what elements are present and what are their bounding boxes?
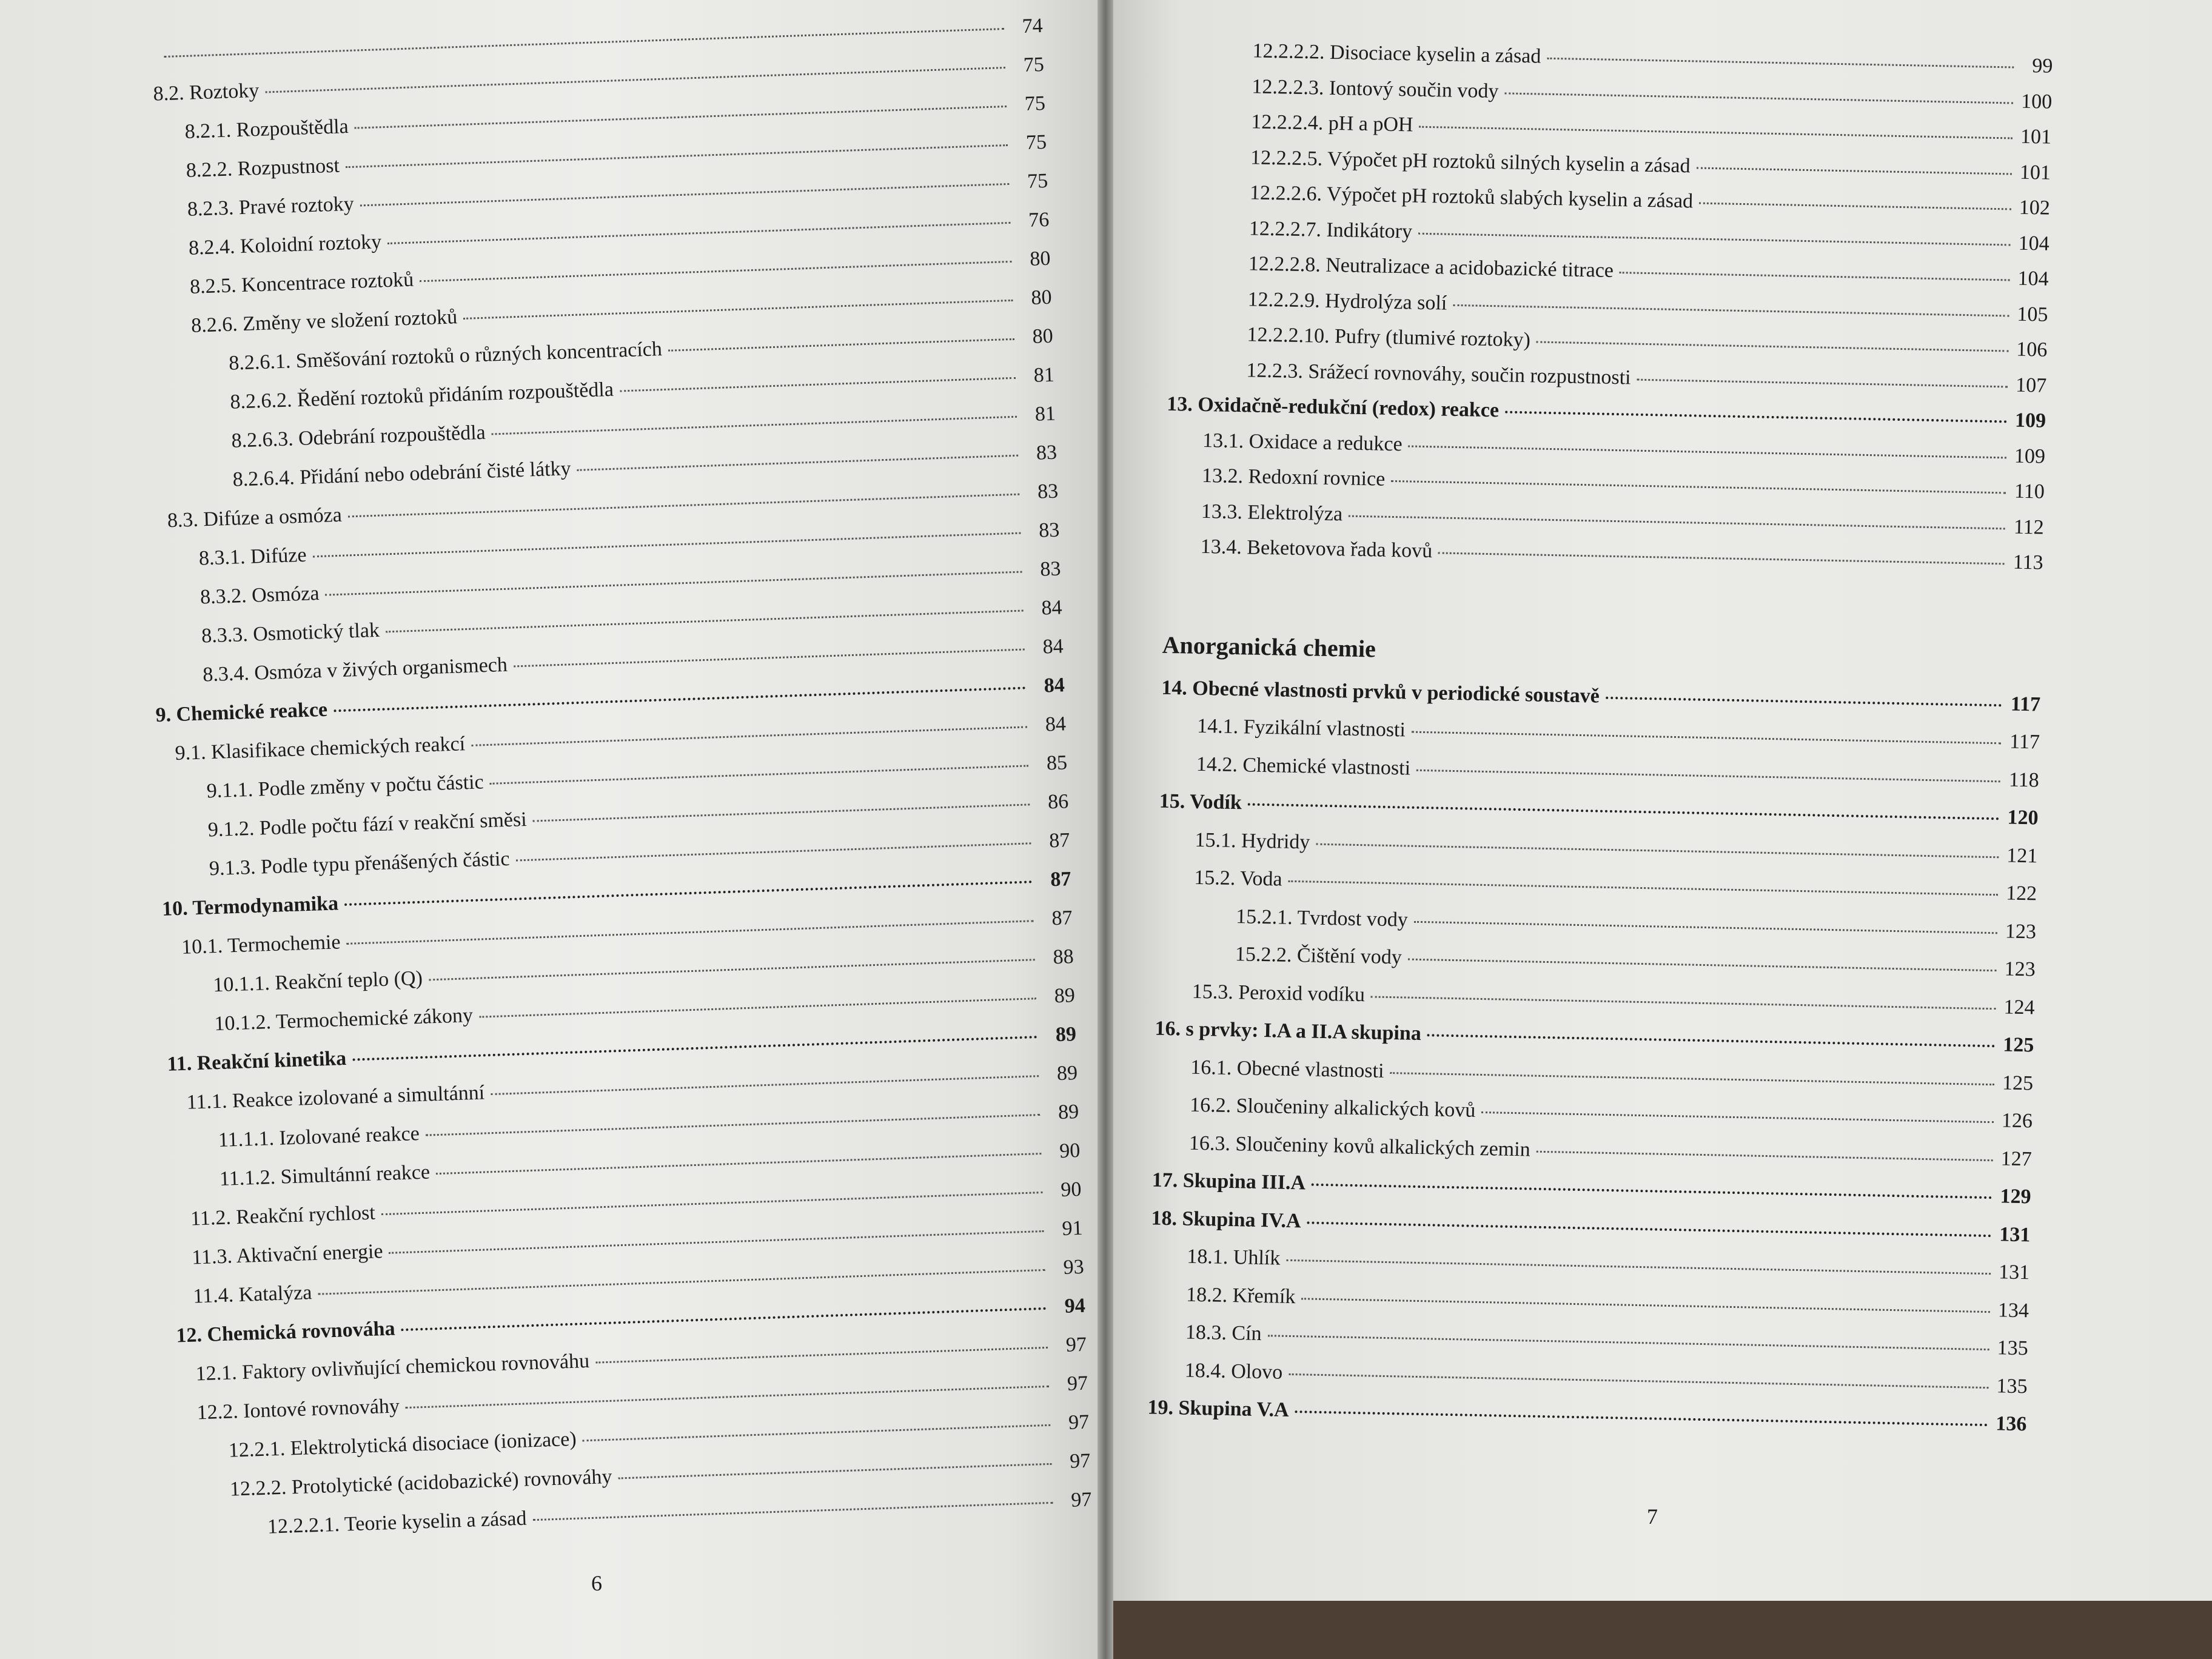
- toc-leader-dots: [1419, 126, 2013, 139]
- toc-leader-dots: [1427, 1034, 1996, 1047]
- toc-entry-label: 16. s prvky: I.A a II.A skupina: [1155, 1017, 1422, 1045]
- toc-entry-label: 10.1.2. Termochemické zákony: [213, 1004, 474, 1036]
- toc-entry: [1202, 428, 2046, 469]
- toc-leader-dots: [490, 765, 1029, 784]
- toc-entry-page: 75: [1023, 53, 1045, 77]
- toc-entry-label: 9. Chemické reakce: [155, 698, 328, 727]
- toc-entry-label: 12.2.2. Protolytické (acidobazické) rovnováhy: [229, 1465, 612, 1501]
- toc-entry-page: 131: [1999, 1222, 2031, 1246]
- toc-entry-page: 84: [1044, 674, 1065, 697]
- left-page: [0, 0, 1098, 1659]
- toc-entry: [1200, 535, 2043, 575]
- toc-entry: [1195, 828, 2038, 868]
- toc-leader-dots: [265, 67, 1005, 93]
- toc-leader-dots: [1391, 480, 2006, 494]
- toc-entry-page: 89: [1055, 1023, 1077, 1047]
- toc-entry-page: 105: [2017, 303, 2048, 326]
- toc-entry-page: 80: [1029, 247, 1051, 270]
- toc-entry-page: 88: [1053, 945, 1074, 969]
- toc-entry-page: 135: [1997, 1336, 2029, 1360]
- toc-leader-dots: [429, 959, 1035, 980]
- toc-entry-page: 87: [1050, 868, 1071, 891]
- toc-entry-label: 12.2.2.5. Výpočet pH roztoků silných kyselin a zásad: [1250, 146, 1691, 177]
- toc-entry-label: 16.1. Obecné vlastnosti: [1190, 1056, 1384, 1082]
- right-page: [1113, 0, 2212, 1659]
- toc-entry-label: 13. Oxidačně-redukční (redox) reakce: [1167, 392, 1500, 422]
- toc-entry-label: 12.2.2.4. pH a pOH: [1250, 110, 1413, 136]
- toc-entry-page: 109: [2014, 409, 2046, 432]
- toc-entry-page: 84: [1042, 635, 1064, 659]
- toc-entry: [1161, 675, 2041, 717]
- toc-entry-label: 18.2. Křemík: [1185, 1283, 1296, 1308]
- toc-leader-dots: [1301, 1298, 1989, 1313]
- toc-entry-page: 107: [2015, 374, 2047, 397]
- toc-entry-label: 12.2.2.1. Teorie kyselin a zásad: [267, 1507, 528, 1538]
- toc-entry: [1236, 905, 2037, 944]
- page-number: 6: [591, 1571, 602, 1595]
- toc-entry-page: 83: [1039, 557, 1062, 581]
- page-number: 7: [1647, 1504, 1658, 1529]
- toc-entry-label: 13.1. Oxidace a redukce: [1202, 429, 1403, 455]
- toc-entry: [1186, 1282, 2029, 1323]
- toc-entry-page: 84: [1045, 712, 1067, 736]
- toc-leader-dots: [1438, 552, 2004, 565]
- toc-entry-page: 85: [1046, 751, 1068, 775]
- toc-entry: [1184, 1358, 2028, 1399]
- toc-entry-page: 80: [1032, 324, 1054, 348]
- toc-entry-label: 16.3. Sloučeniny kovů alkalických zemin: [1188, 1131, 1531, 1161]
- toc-entry-page: 104: [2017, 267, 2049, 290]
- toc-entry-label: 8.3.2. Osmóza: [199, 582, 320, 609]
- toc-leader-dots: [164, 28, 1004, 58]
- toc-entry-page: 94: [1064, 1294, 1086, 1318]
- toc-entry-label: 12.2.2.6. Výpočet pH roztoků slabých kyselin a zásad: [1249, 181, 1694, 213]
- toc-entry-label: 12.2.2.10. Pufry (tlumivé roztoky): [1247, 323, 1531, 352]
- toc-entry-page: 91: [1061, 1216, 1084, 1240]
- toc-entry: [1194, 866, 2037, 907]
- toc-entry-page: 120: [2007, 806, 2039, 830]
- toc-leader-dots: [463, 300, 1013, 320]
- toc-entry: [1191, 979, 2035, 1020]
- toc-entry-label: 12.2. Iontové rovnováhy: [196, 1395, 400, 1424]
- toc-leader-dots: [1288, 880, 1998, 896]
- toc-entry-label: 18.4. Olovo: [1184, 1359, 1283, 1384]
- toc-leader-dots: [1409, 445, 2006, 458]
- toc-entry-label: 11.1. Reakce izolované a simultánní: [186, 1081, 485, 1114]
- toc-entry-label: 8.2.1. Rozpouštědla: [184, 115, 349, 143]
- toc-entry-page: 127: [2000, 1147, 2033, 1170]
- toc-entry-label: 12.2.2.7. Indikátory: [1248, 216, 1413, 243]
- toc-entry-label: 10.1. Termochemie: [181, 931, 341, 959]
- toc-entry-label: 12.2.2.2. Disociace kyselin a zásad: [1252, 39, 1541, 68]
- toc-entry-label: 18.1. Uhlík: [1187, 1245, 1281, 1270]
- toc-entry: [1246, 358, 2047, 398]
- toc-leader-dots: [1637, 378, 2008, 387]
- toc-leader-dots: [348, 494, 1020, 518]
- toc-entry-label: 15.2.2. Čištění vody: [1235, 943, 1403, 969]
- toc-entry-page: 125: [2002, 1071, 2034, 1094]
- toc-leader-dots: [516, 842, 1031, 861]
- toc-entry-page: 83: [1037, 480, 1059, 503]
- toc-entry-page: 101: [2019, 161, 2051, 184]
- toc-entry-page: 100: [2020, 90, 2053, 113]
- toc-leader-dots: [533, 803, 1030, 822]
- toc-entry-label: 8.3. Difúze a osmóza: [167, 503, 343, 532]
- toc-leader-dots: [1537, 341, 2008, 352]
- toc-entry-label: 12.2.2.9. Hydrolýza solí: [1247, 287, 1447, 315]
- toc-entry: [1159, 789, 2039, 831]
- toc-entry: [1247, 323, 2048, 362]
- toc-entry-page: 112: [2013, 515, 2045, 539]
- toc-leader-dots: [1408, 959, 1997, 972]
- toc-entry-page: 121: [2006, 844, 2038, 868]
- toc-leader-dots: [1620, 272, 2010, 281]
- toc-entry-page: 89: [1057, 1100, 1079, 1124]
- toc-entry-label: 9.1.2. Podle počtu fází v reakční směsi: [207, 808, 528, 842]
- toc-entry-label: 8.2.2. Rozpustnost: [186, 154, 340, 182]
- toc-entry-label: 8.2.4. Koloidní roztoky: [188, 230, 382, 260]
- toc-entry-page: 124: [2003, 995, 2035, 1019]
- toc-entry-page: 109: [2014, 444, 2046, 468]
- toc-leader-dots: [1349, 515, 2005, 529]
- toc-entry-page: 135: [1996, 1374, 2028, 1398]
- background-surface: [1113, 1601, 2212, 1659]
- toc-entry-label: 17. Skupina III.A: [1151, 1168, 1306, 1195]
- toc-leader-dots: [389, 1230, 1044, 1254]
- toc-entry: [1249, 216, 2050, 256]
- toc-entry-page: 80: [1030, 286, 1053, 309]
- toc-entry-label: 14.1. Fyzikální vlastnosti: [1196, 714, 1406, 742]
- toc-leader-dots: [326, 571, 1022, 596]
- toc-entry: [1190, 1093, 2033, 1134]
- toc-entry-page: 76: [1028, 208, 1050, 232]
- toc-leader-dots: [1289, 1373, 1988, 1388]
- toc-leader-dots: [583, 1424, 1051, 1442]
- toc-entry: [1252, 39, 2053, 78]
- toc-leader-dots: [618, 1463, 1051, 1480]
- toc-entry-page: 75: [1025, 130, 1047, 154]
- toc-leader-dots: [436, 1153, 1041, 1175]
- toc-entry: [1251, 110, 2052, 149]
- toc-entry-page: 117: [2009, 730, 2040, 754]
- toc-leader-dots: [514, 649, 1025, 668]
- toc-leader-dots: [491, 1075, 1039, 1095]
- toc-entry-label: 11.1.2. Simultánní reakce: [219, 1161, 431, 1191]
- toc-entry: [1250, 146, 2051, 185]
- toc-entry-label: 15.2. Voda: [1194, 866, 1282, 891]
- toc-entry-page: 83: [1038, 518, 1060, 542]
- toc-entry-page: 136: [1995, 1412, 2027, 1436]
- toc-entry-page: 74: [1022, 14, 1044, 38]
- toc-leader-dots: [355, 106, 1007, 129]
- toc-entry-page: 89: [1056, 1062, 1078, 1085]
- toc-entry-page: 81: [1034, 402, 1056, 426]
- toc-leader-dots: [1504, 92, 2013, 104]
- toc-entry-page: 106: [2016, 338, 2048, 361]
- toc-entry: [1250, 181, 2051, 220]
- toc-entry-label: 11. Reakční kinetika: [167, 1047, 347, 1076]
- toc-entry-label: 15.2.1. Tvrdost vody: [1235, 905, 1409, 931]
- toc-entry-page: 81: [1033, 363, 1055, 387]
- toc-leader-dots: [1371, 996, 1996, 1010]
- toc-entry-page: 131: [1998, 1261, 2030, 1284]
- toc-leader-dots: [1268, 1335, 1989, 1350]
- toc-entry-label: 15. Vodík: [1159, 789, 1242, 814]
- toc-entry-label: 14. Obecné vlastnosti prvků v periodické soustavě: [1161, 676, 1600, 708]
- toc-entry-label: 9.1.1. Podle změny v počtu částic: [206, 771, 484, 803]
- toc-leader-dots: [318, 1269, 1045, 1295]
- toc-leader-dots: [1416, 769, 2000, 782]
- toc-leader-dots: [344, 880, 1033, 906]
- toc-entry: [1187, 1245, 2030, 1285]
- toc-entry-label: 11.2. Reakční rychlost: [190, 1201, 376, 1230]
- toc-leader-dots: [595, 1347, 1048, 1364]
- toc-entry: [1185, 1321, 2029, 1361]
- toc-leader-dots: [333, 686, 1026, 712]
- toc-entry-label: 14.2. Chemické vlastnosti: [1196, 752, 1411, 780]
- toc-entry-page: 126: [2001, 1109, 2033, 1133]
- toc-leader-dots: [1286, 1259, 1991, 1275]
- toc-entry-page: 102: [2019, 196, 2051, 220]
- section-heading: Anorganická chemie: [1162, 631, 1376, 662]
- toc-leader-dots: [1390, 1072, 1994, 1085]
- toc-leader-dots: [1505, 411, 2007, 423]
- toc-entry-page: 99: [2031, 55, 2053, 78]
- right-toc: [1113, 36, 2212, 1436]
- toc-leader-dots: [1547, 58, 2014, 69]
- toc-entry-page: 89: [1054, 984, 1076, 1008]
- toc-leader-dots: [1418, 232, 2011, 246]
- toc-entry-label: 8.2.6.2. Ředění roztoků přidáním rozpouštědla: [229, 378, 614, 414]
- toc-leader-dots: [577, 455, 1019, 471]
- toc-leader-dots: [1307, 1221, 1991, 1237]
- toc-leader-dots: [1481, 1111, 1994, 1123]
- toc-entry-page: 97: [1070, 1488, 1092, 1512]
- toc-entry-label: 18.3. Cín: [1185, 1321, 1262, 1346]
- toc-entry-label: 13.4. Beketovova řada kovů: [1200, 535, 1433, 563]
- toc-leader-dots: [1248, 803, 2000, 820]
- toc-entry: [1247, 287, 2048, 327]
- toc-entry-page: 118: [2008, 768, 2040, 792]
- toc-leader-dots: [347, 920, 1034, 945]
- toc-entry: [1202, 464, 2045, 504]
- toc-leader-dots: [346, 144, 1008, 168]
- toc-entry-label: 18. Skupina IV.A: [1151, 1207, 1301, 1232]
- toc-entry-page: 75: [1027, 169, 1048, 193]
- toc-leader-dots: [1316, 843, 1999, 858]
- toc-entry-label: 9.1.3. Podle typu přenášených částic: [209, 847, 511, 880]
- toc-entry-page: 125: [2002, 1033, 2034, 1057]
- toc-entry-page: 97: [1065, 1333, 1087, 1356]
- toc-entry-page: 113: [2013, 551, 2043, 574]
- toc-entry-label: 10.1.1. Reakční teplo (Q): [212, 967, 423, 997]
- toc-entry-label: 19. Skupina V.A: [1147, 1396, 1290, 1421]
- toc-entry-label: 8.2.6.1. Směšování roztoků o různých koncentracích: [228, 338, 663, 375]
- toc-leader-dots: [620, 377, 1016, 392]
- toc-entry-label: 8.2.6.4. Přidání nebo odebrání čisté látky: [232, 457, 572, 491]
- toc-entry-label: 10. Termodynamika: [161, 892, 339, 920]
- toc-leader-dots: [352, 1036, 1037, 1061]
- toc-entry-label: 8.2.5. Koncentrace roztoků: [189, 268, 414, 298]
- toc-entry-page: 123: [2005, 920, 2037, 943]
- toc-entry-label: 8.2. Roztoky: [153, 79, 260, 106]
- toc-entry-label: 13.2. Redoxní rovnice: [1201, 464, 1386, 491]
- toc-entry-label: 12.1. Faktory ovlivňující chemickou rovnováhu: [195, 1349, 590, 1386]
- toc-entry-label: 15.3. Peroxid vodíku: [1191, 980, 1366, 1006]
- toc-entry-page: 101: [2020, 125, 2052, 149]
- toc-entry: [1196, 752, 2040, 793]
- toc-entry-page: 87: [1048, 829, 1070, 853]
- toc-entry-page: 86: [1047, 790, 1069, 814]
- toc-entry-page: 122: [2005, 882, 2037, 905]
- toc-entry-page: 97: [1069, 1449, 1091, 1473]
- toc-entry: [1197, 714, 2040, 755]
- toc-leader-dots: [471, 726, 1027, 746]
- toc-entry: [1167, 392, 2046, 434]
- toc-entry-label: 16.2. Sloučeniny alkalických kovů: [1189, 1093, 1476, 1122]
- toc-leader-dots: [1295, 1410, 1988, 1426]
- toc-entry-label: 11.3. Aktivační energie: [191, 1240, 384, 1269]
- toc-entry: [1189, 1131, 2033, 1171]
- toc-leader-dots: [532, 1502, 1053, 1521]
- toc-entry-label: 12.2.3. Srážecí rovnováhy, součin rozpustnosti: [1246, 358, 1631, 389]
- toc-entry-label: 8.2.3. Pravé roztoky: [187, 192, 355, 221]
- toc-leader-dots: [479, 997, 1036, 1017]
- toc-entry-page: 97: [1067, 1372, 1088, 1395]
- toc-leader-dots: [406, 1386, 1049, 1409]
- toc-entry-page: 83: [1036, 441, 1057, 464]
- toc-leader-dots: [387, 222, 1010, 244]
- toc-entry-page: 75: [1024, 92, 1046, 116]
- book-gutter: [1098, 0, 1113, 1659]
- toc-entry-page: 123: [2004, 957, 2036, 981]
- toc-entry-page: 90: [1060, 1178, 1082, 1202]
- toc-entry-label: 8.3.4. Osmóza v živých organismech: [202, 653, 508, 686]
- left-toc: [0, 12, 1097, 1538]
- toc-leader-dots: [1312, 1184, 1992, 1199]
- toc-entry-label: 12.2.2.8. Neutralizace a acidobazické titrace: [1248, 252, 1614, 282]
- toc-entry-page: 104: [2018, 232, 2050, 255]
- toc-entry: [1147, 1396, 2027, 1437]
- toc-leader-dots: [1414, 920, 1997, 933]
- toc-entry-page: 117: [2010, 692, 2041, 716]
- toc-entry-page: 134: [1997, 1298, 2029, 1322]
- toc-leader-dots: [426, 1114, 1041, 1136]
- toc-leader-dots: [386, 610, 1024, 633]
- toc-entry-page: 110: [2014, 480, 2045, 503]
- toc-leader-dots: [420, 261, 1011, 282]
- toc-entry-label: 13.3. Elektrolýza: [1201, 500, 1343, 525]
- toc-entry: [1190, 1055, 2034, 1096]
- toc-entry: [1151, 1206, 2031, 1247]
- toc-entry-label: 11.4. Katalýza: [192, 1281, 312, 1308]
- toc-leader-dots: [313, 532, 1021, 558]
- toc-entry-page: 129: [2000, 1185, 2031, 1208]
- toc-entry-label: 8.3.1. Difúze: [198, 543, 307, 570]
- toc-entry: [1248, 252, 2049, 291]
- toc-entry-page: 97: [1068, 1410, 1090, 1434]
- toc-leader-dots: [1699, 203, 2011, 210]
- toc-entry-label: 15.1. Hydridy: [1195, 828, 1310, 853]
- toc-entry-label: 8.2.6. Změny ve složení roztoků: [190, 306, 458, 337]
- toc-entry-page: 93: [1063, 1255, 1085, 1279]
- toc-leader-dots: [381, 1191, 1043, 1215]
- toc-leader-dots: [1697, 167, 2012, 175]
- toc-entry-page: 87: [1051, 907, 1073, 930]
- toc-leader-dots: [668, 338, 1014, 352]
- toc-leader-dots: [401, 1307, 1046, 1331]
- toc-leader-dots: [1412, 731, 2001, 745]
- toc-entry: [1201, 499, 2045, 540]
- toc-entry-label: 9.1. Klasifikace chemických reakcí: [175, 732, 466, 765]
- toc-entry-label: 8.2.6.3. Odebrání rozpouštědla: [231, 421, 486, 452]
- toc-entry-page: 84: [1041, 596, 1063, 620]
- toc-leader-dots: [360, 183, 1010, 207]
- toc-entry-label: 12. Chemická rovnováha: [175, 1317, 396, 1347]
- toc-entry-label: 8.3.3. Osmotický tlak: [201, 618, 380, 648]
- toc-entry-page: 90: [1059, 1139, 1081, 1163]
- toc-entry-label: 11.1.1. Izolované reakce: [218, 1122, 420, 1152]
- toc-leader-dots: [1453, 304, 2009, 317]
- toc-entry: [1235, 942, 2036, 982]
- toc-entry: [1155, 1017, 2034, 1058]
- toc-entry-label: 12.2.1. Elektrolytická disociace (ionizace): [228, 1427, 577, 1462]
- toc-leader-dots: [1537, 1150, 1993, 1161]
- toc-leader-dots: [1606, 696, 2002, 706]
- toc-leader-dots: [492, 416, 1017, 435]
- toc-entry: [1151, 1168, 2031, 1210]
- toc-entry-label: 12.2.2.3. Iontový součin vody: [1252, 75, 1499, 102]
- toc-entry: [1252, 75, 2053, 114]
